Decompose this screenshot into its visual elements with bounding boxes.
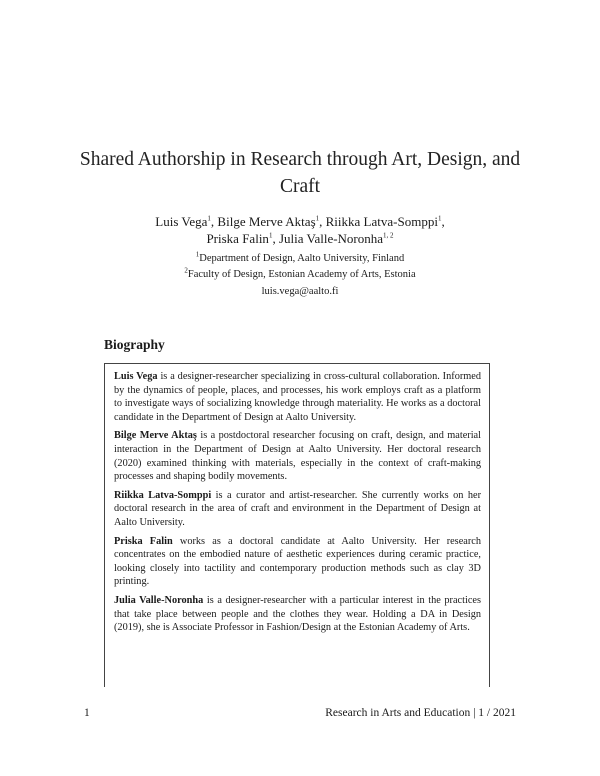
bio-entry [114,429,481,483]
bio-text: is a designer-researcher specializing in cross-cultural collaboration. Informed by the dynamics of people, places, and processes, his work employs craft as a platform to investigate ways of socializing knowledge through materiality. He works as a doctoral candidate in the Department of Design at Aalto University. [114,371,481,423]
bio-name: Priska Falin [114,535,173,547]
bio-entry [114,370,481,424]
author-affiliation-mark: 1 [315,214,320,223]
affiliation-text: Faculty of Design, Estonian Academy of Arts, Estonia [187,269,416,280]
affiliation [80,268,520,282]
author-name: Luis Vega [155,214,208,229]
bio-name: Riikka Latva-Somppi [114,489,212,501]
bio-name: Bilge Merve Aktaş [114,430,197,442]
author-name: Riikka Latva-Somppi [325,214,438,229]
affiliation-number: 2 [184,266,188,275]
paper-title: Shared Authorship in Research through Art, Design, and Craft [79,149,521,197]
page-number: 1 [84,707,90,719]
bio-text: is a curator and artist-researcher. She currently works on her doctoral research in the area of craft and environment in the Department of Design at Aalto University. [114,489,481,528]
bio-name: Julia Valle-Noronha [114,594,204,606]
author-affiliation-mark: 1 [437,214,442,223]
bio-entry [114,594,481,635]
author-affiliation-mark: 1, 2 [383,231,394,240]
biography-box [104,363,490,687]
bio-name: Luis Vega [114,371,158,382]
author-affiliation-mark: 1 [207,214,211,223]
contact-email[interactable]: luis.vega@aalto.fi [261,286,339,297]
author-name: Julia Valle-Noronha [278,231,384,246]
affiliation-text: Department of Design, Aalto University, Finland [199,253,405,264]
affiliation [80,252,520,266]
bio-text: is a postdoctoral researcher focusing on craft, design, and material interaction in the Department of Design at Aalto University. Her doctoral research (2020) examined thinking with materials, especially in the context of craft-making processes and shaping bodily movements. [114,430,481,483]
bio-text: is a designer-researcher with a particular interest in the practices that take place between people and the clothes they wear. Holding a DA in Design (2019), she is Associate Professor in Fashion/Design at the Estonian Academy of Arts. [114,594,481,634]
bio-text: works as a doctoral candidate at Aalto University. Her research concentrates on the embodied nature of aesthetic experiences during ceramic practice, looking closely into tactility and contemporary production methods such as clay 3D printing. [114,535,481,588]
bio-entry [114,489,481,530]
author-name: Priska Falin [206,231,269,246]
affiliation-number: 1 [195,250,200,259]
journal-footer: Research in Arts and Education | 1 / 2021 [325,707,516,719]
author-list: Luis Vega$^1$, Bilge Merve Aktaş$^1$, Riikka Latva-Somppi$^1$, Priska Falin$^1$, Julia Valle-Noronha$^{1, 2}$ [155,214,445,246]
author-name: Bilge Merve Aktaş [217,214,316,229]
biography-heading: Biography [104,337,165,352]
author-affiliation-mark: 1 [268,231,273,240]
bio-entry [114,535,481,589]
